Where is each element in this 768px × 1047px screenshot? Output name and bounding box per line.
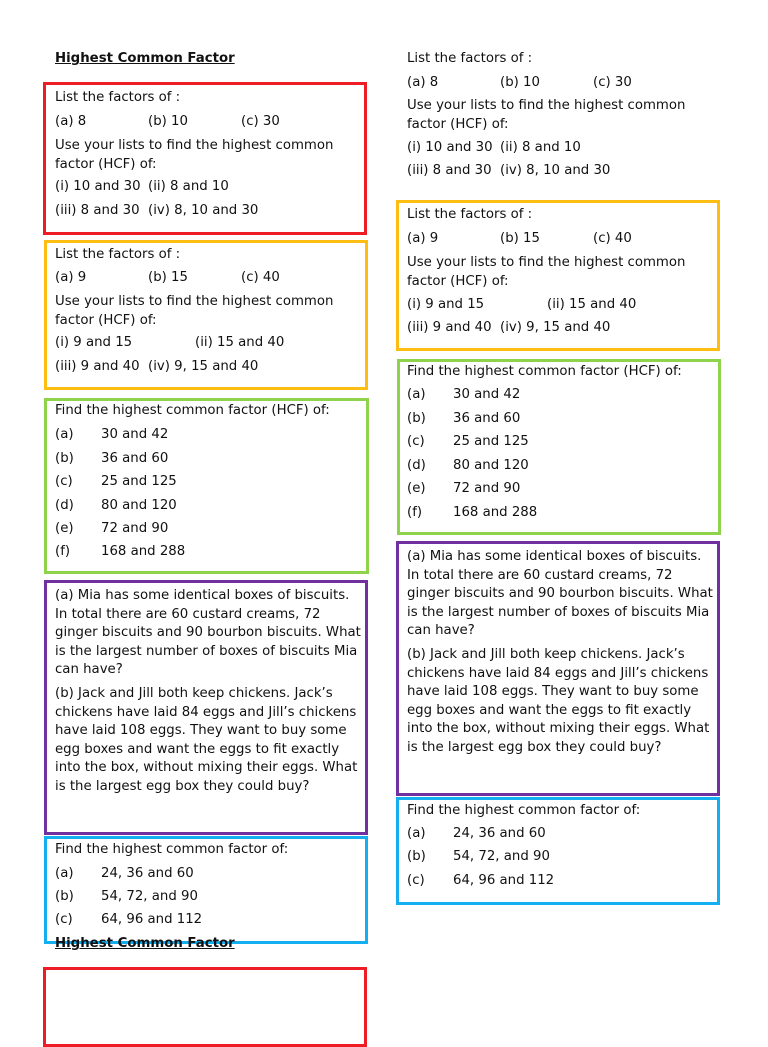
question-label: (a) xyxy=(407,826,426,841)
question-label: (b) xyxy=(407,411,426,426)
question-value: 30 and 42 xyxy=(453,387,521,402)
question-value: 80 and 120 xyxy=(101,498,177,513)
question-value: 72 and 90 xyxy=(453,481,521,496)
question-value: 25 and 125 xyxy=(453,434,529,449)
factor-item: (b) 15 xyxy=(148,270,188,285)
factor-item: (b) 15 xyxy=(500,231,540,246)
hcf-instruction: Use your lists to find the highest common factor (HCF) of: xyxy=(55,294,334,328)
hcf-pair: (i) 10 and 30 xyxy=(407,140,493,155)
factor-item: (a) 8 xyxy=(55,114,87,129)
hcf-pairs-box xyxy=(397,359,721,535)
question-value: 64, 96 and 112 xyxy=(453,873,555,888)
question-label: (d) xyxy=(407,458,426,473)
question-label: (c) xyxy=(55,474,73,489)
question-value: 36 and 60 xyxy=(101,451,169,466)
question-value: 168 and 288 xyxy=(101,544,186,559)
question-label: (c) xyxy=(55,912,73,927)
factors-intro: List the factors of : xyxy=(407,51,533,66)
question-label: (a) xyxy=(55,866,74,881)
hcf-pair: (iv) 8, 10 and 30 xyxy=(148,203,259,218)
hcf-pair: (i) 10 and 30 xyxy=(55,179,141,194)
hcf-intro: Find the highest common factor of: xyxy=(407,803,641,818)
question-label: (a) xyxy=(407,387,426,402)
hcf-instruction: Use your lists to find the highest common factor (HCF) of: xyxy=(55,138,334,172)
question-label: (e) xyxy=(407,481,426,496)
factor-item: (a) 9 xyxy=(407,231,439,246)
question-value: 36 and 60 xyxy=(453,411,521,426)
question-value: 168 and 288 xyxy=(453,505,538,520)
factors-box-1-repeat xyxy=(43,967,367,1047)
question-label: (a) xyxy=(55,427,74,442)
hcf-pair: (ii) 15 and 40 xyxy=(195,335,285,350)
question-label: (b) xyxy=(55,451,74,466)
question-value: 54, 72, and 90 xyxy=(453,849,550,864)
word-problem-b: (b) Jack and Jill both keep chickens. Jack’s chickens have laid 84 eggs and Jill’s chickens have laid 108 eggs. They want to buy some egg boxes and want the eggs to fit exactly into the box, without mixing their eggs. What is the largest egg box they could buy? xyxy=(55,685,358,794)
question-value: 72 and 90 xyxy=(101,521,169,536)
question-value: 24, 36 and 60 xyxy=(101,866,194,881)
hcf-pair: (iii) 9 and 40 xyxy=(407,320,492,335)
word-problem-a: (a) Mia has some identical boxes of biscuits. In total there are 60 custard creams, 72 ginger biscuits and 90 bourbon biscuits. What is the largest number of boxes of biscuits Mia can have? xyxy=(407,549,713,639)
question-value: 54, 72, and 90 xyxy=(101,889,198,904)
question-value: 24, 36 and 60 xyxy=(453,826,546,841)
hcf-intro: Find the highest common factor of: xyxy=(55,842,289,857)
word-problem-b: (b) Jack and Jill both keep chickens. Jack’s chickens have laid 84 eggs and Jill’s chickens have laid 108 eggs. They want to buy some egg boxes and want the eggs to fit exactly into the box, without mixing their eggs. What is the largest egg box they could buy? xyxy=(407,646,710,755)
factor-item: (c) 40 xyxy=(241,270,280,285)
factor-item: (a) 8 xyxy=(407,75,439,90)
hcf-pair: (ii) 15 and 40 xyxy=(547,297,637,312)
hcf-pairs-box xyxy=(44,398,369,574)
worksheet-title: Highest Common Factor xyxy=(55,51,235,66)
question-label: (c) xyxy=(407,873,425,888)
question-label: (c) xyxy=(407,434,425,449)
factor-item: (c) 30 xyxy=(241,114,280,129)
question-label: (f) xyxy=(55,544,71,559)
question-value: 25 and 125 xyxy=(101,474,177,489)
question-label: (b) xyxy=(55,889,74,904)
question-label: (b) xyxy=(407,849,426,864)
factor-item: (c) 40 xyxy=(593,231,632,246)
hcf-pair: (iii) 8 and 30 xyxy=(407,163,492,178)
word-problems-text xyxy=(55,587,363,797)
hcf-pair: (ii) 8 and 10 xyxy=(500,140,581,155)
factor-item: (b) 10 xyxy=(148,114,188,129)
factors-intro: List the factors of : xyxy=(407,207,533,222)
question-value: 64, 96 and 112 xyxy=(101,912,203,927)
factor-item: (b) 10 xyxy=(500,75,540,90)
factor-item: (a) 9 xyxy=(55,270,87,285)
hcf-pair: (iii) 8 and 30 xyxy=(55,203,140,218)
word-problem-a: (a) Mia has some identical boxes of biscuits. In total there are 60 custard creams, 72 ginger biscuits and 90 bourbon biscuits. What is the largest number of boxes of biscuits Mia can have? xyxy=(55,588,361,678)
question-label: (e) xyxy=(55,521,74,536)
question-label: (d) xyxy=(55,498,74,513)
hcf-pair: (i) 9 and 15 xyxy=(55,335,133,350)
question-label: (f) xyxy=(407,505,423,520)
worksheet-title: Highest Common Factor xyxy=(55,936,235,951)
hcf-intro: Find the highest common factor (HCF) of: xyxy=(407,364,682,379)
factors-intro: List the factors of : xyxy=(55,247,181,262)
hcf-instruction: Use your lists to find the highest common factor (HCF) of: xyxy=(407,255,686,289)
question-value: 80 and 120 xyxy=(453,458,529,473)
factor-item: (c) 30 xyxy=(593,75,632,90)
hcf-pair: (i) 9 and 15 xyxy=(407,297,485,312)
factors-intro: List the factors of : xyxy=(55,90,181,105)
question-value: 30 and 42 xyxy=(101,427,169,442)
hcf-pair: (iv) 8, 10 and 30 xyxy=(500,163,611,178)
hcf-intro: Find the highest common factor (HCF) of: xyxy=(55,403,330,418)
hcf-instruction: Use your lists to find the highest common factor (HCF) of: xyxy=(407,98,686,132)
hcf-pair: (iv) 9, 15 and 40 xyxy=(500,320,611,335)
hcf-pair: (ii) 8 and 10 xyxy=(148,179,229,194)
word-problems-text xyxy=(407,548,715,758)
hcf-pair: (iv) 9, 15 and 40 xyxy=(148,359,259,374)
hcf-pair: (iii) 9 and 40 xyxy=(55,359,140,374)
